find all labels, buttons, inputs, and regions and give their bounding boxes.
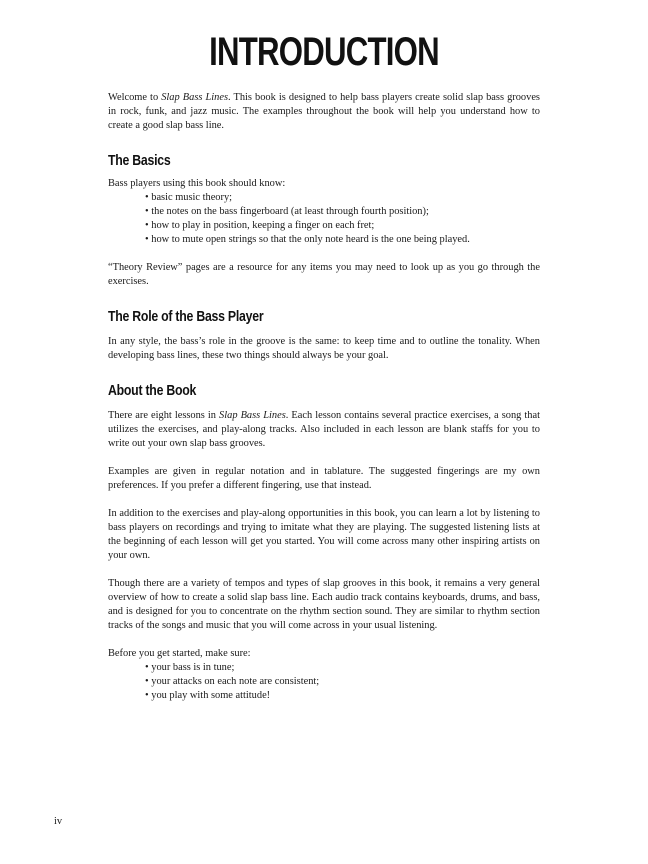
list-item: • your attacks on each note are consistent; [145,675,540,689]
page-body [108,91,540,703]
about-paragraph-4: Though there are a variety of tempos and types of slap grooves in this book, it remains a very general overview of how to create a solid slap bass line. Each audio track contains keyboards, drums, and bass, and is designed for you to concentrate on the rhythm section sound. They are similar to rhythm section tracks of the songs and music that you will come across in your usual listening. [108,578,540,631]
list-item: • your bass is in tune; [145,661,540,675]
about-paragraph-2: Examples are given in regular notation and in tablature. The suggested fingerings are my own preferences. If you prefer a different fingering, use that instead. [108,466,540,491]
list-item: • how to mute open strings so that the only note heard is the one being played. [145,233,540,247]
intro-text-start: Welcome to [108,92,162,103]
basics-lead: Bass players using this book should know: [108,178,286,189]
book-title-italic: Slap Bass Lines [161,92,228,103]
theory-review-note: “Theory Review” pages are a resource for any items you may need to look up as you go through the exercises. [108,262,540,287]
page-number: iv [54,816,63,827]
checklist-lead: Before you get started, make sure: [108,648,251,659]
basics-list [108,191,540,247]
page-title: INTRODUCTION [209,30,439,74]
list-item: • the notes on the bass fingerboard (at least through fourth position); [145,205,540,219]
checklist [108,661,540,703]
list-item: • you play with some attitude! [145,689,540,703]
book-title-italic: Slap Bass Lines [219,410,286,421]
list-item: • basic music theory; [145,191,540,205]
role-paragraph: In any style, the bass’s role in the groove is the same: to keep time and to outline the tonality. When developing bass lines, these two things should always be your goal. [108,336,540,361]
about-paragraph-1 [108,409,540,451]
section-heading-basics: The Basics [108,152,171,169]
section-heading-about: About the Book [108,382,197,399]
about-paragraph-3: In addition to the exercises and play-along opportunities in this book, you can learn a lot by listening to bass players on recordings and trying to imitate what they are playing. The suggested listening lists at the beginning of each lesson will get you started. You will come across many other inspiring artists on your own. [108,508,540,561]
about-text-start: There are eight lessons in [108,410,220,421]
section-heading-role: The Role of the Bass Player [108,308,264,325]
intro-text-end: . This book is designed to help bass players create solid slap bass grooves in rock, funk, and jazz music. The examples throughout the book will help you understand how to create a good slap bass line. [108,92,540,131]
intro-paragraph [108,91,540,133]
list-item: • how to play in position, keeping a finger on each fret; [145,219,540,233]
about-text-end: . Each lesson contains several practice exercises, a song that utilizes the exercises, and play-along tracks. Also included in each lesson are blank staffs for you to write out your own slap bass grooves. [108,410,540,449]
